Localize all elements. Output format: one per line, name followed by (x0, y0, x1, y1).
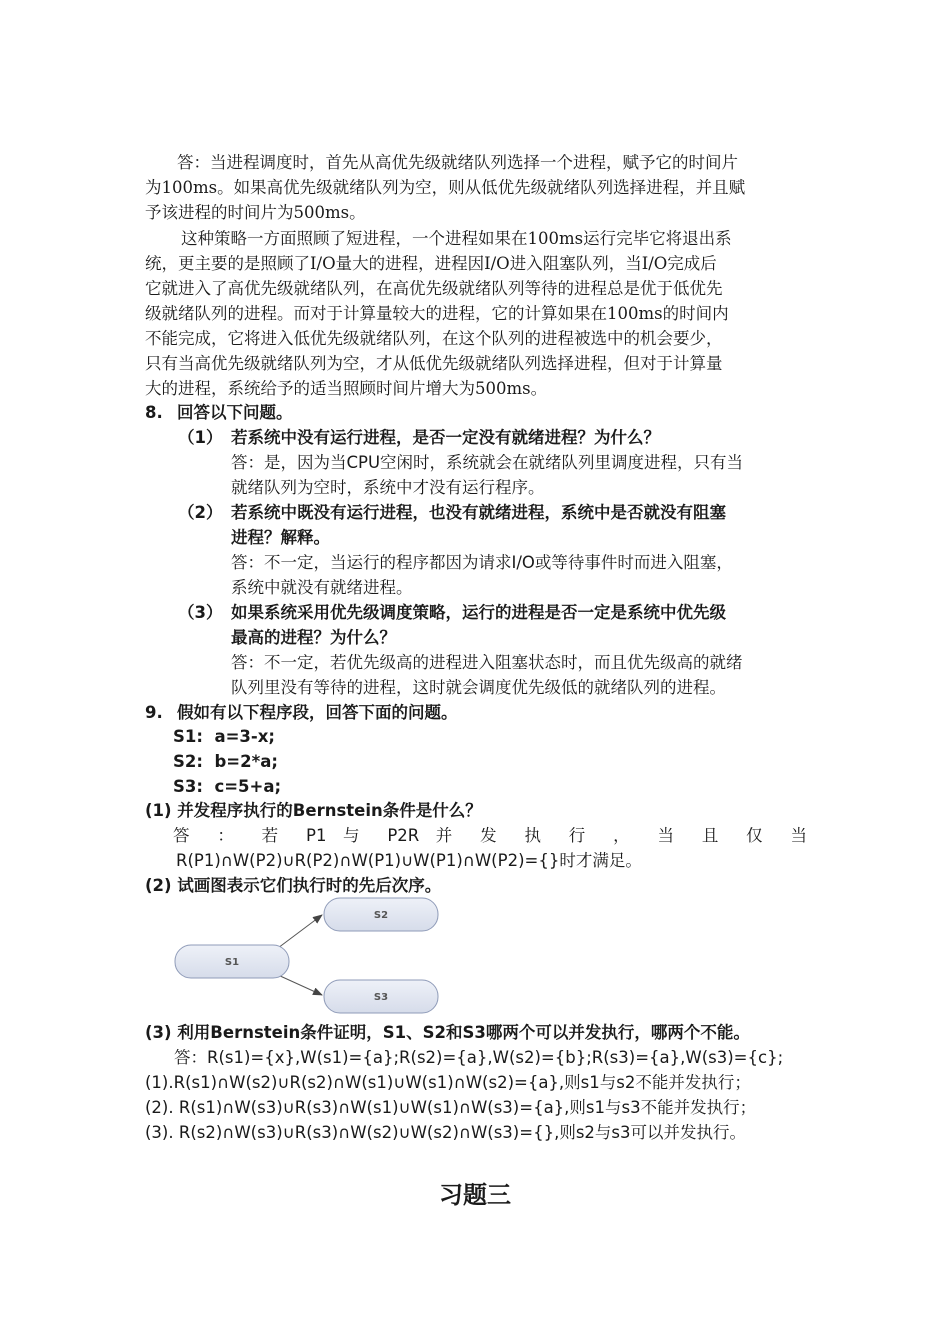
q7-answer-line: 大的进程，系统给予的适当照顾时间片增大为500ms。 (145, 379, 548, 398)
edge-s1-s3 (278, 975, 322, 995)
q9-sub1-answer: R(P1)∩W(P2)∪R(P2)∩W(P1)∪W(P1)∩W(P2)={}时才满足。 (176, 851, 642, 870)
q7-answer-line: 答：当进程调度时，首先从高优先级就绪队列选择一个进程，赋予它的时间片 (177, 153, 738, 172)
q7-answer-line: 为100ms。如果高优先级就绪队列为空，则从低优先级就绪队列选择进程，并且赋 (145, 178, 746, 197)
q9-sub1-answer: 答 ： 若 P1 与 P2R 并 发 执 行 ， 当 且 仅 当 (173, 826, 807, 845)
node-s3-label: S3 (373, 992, 389, 1003)
q8-item-label: （1） (178, 428, 223, 447)
q9-sub3-answer: 答：R(s1)={x},W(s1)={a};R(s2)={a},W(s2)={b};R(s3)={a},W(s3)={c}; (174, 1048, 784, 1067)
node-s3 (324, 980, 438, 1013)
q8-item-question: 进程？解释。 (231, 528, 330, 547)
q8-item-answer: 系统中就没有就绪进程。 (231, 578, 413, 597)
section-heading: 习题三 (439, 1181, 511, 1209)
q7-answer-line: 统，更主要的是照顾了I/O量大的进程，进程因I/O进入阻塞队列，当I/O完成后 (145, 254, 717, 273)
q9-number: 9. (145, 703, 163, 722)
q8-number: 8. (145, 403, 163, 422)
code-line: S1: a=3-x; (173, 727, 275, 746)
code-line: S3: c=5+a; (173, 777, 282, 796)
q7-answer-line: 不能完成，它将进入低优先级就绪队列，在这个队列的进程被选中的机会要少， (145, 329, 723, 348)
q8-item-label: （2） (178, 503, 223, 522)
q8-item-answer: 答：是，因为当CPU空闲时，系统就会在就绪队列里调度进程，只有当 (231, 453, 744, 472)
q8-item-question: 若系统中既没有运行进程，也没有就绪进程，系统中是否就没有阻塞 (231, 503, 726, 522)
q8-item-label: （3） (178, 603, 223, 622)
q9-sub1-question: (1) 并发程序执行的Bernstein条件是什么？ (145, 801, 482, 820)
node-s1 (175, 945, 289, 978)
edge-s1-s2 (278, 915, 322, 948)
q8-item-answer: 答：不一定，当运行的程序都因为请求I/O或等待事件时而进入阻塞， (231, 553, 733, 572)
q8-item-answer: 答：不一定，若优先级高的进程进入阻塞状态时，而且优先级高的就绪 (231, 653, 743, 672)
q7-answer-line: 只有当高优先级就绪队列为空，才从低优先级就绪队列选择进程，但对于计算量 (145, 354, 723, 373)
q9-sub3-answer: (2). R(s1)∩W(s3)∪R(s3)∩W(s1)∪W(s1)∩W(s3)={a},则s1与s3不能并发执行； (145, 1098, 757, 1117)
q7-answer-line: 这种策略一方面照顾了短进程，一个进程如果在100ms运行完毕它将退出系 (181, 229, 732, 248)
q7-answer-line: 予该进程的时间片为500ms。 (145, 203, 366, 222)
code-line: S2: b=2*a; (173, 752, 278, 771)
precedence-diagram (170, 895, 450, 1020)
q9-sub2-question: (2) 试画图表示它们执行时的先后次序。 (145, 876, 442, 895)
q9-title: 假如有以下程序段，回答下面的问题。 (177, 703, 458, 722)
node-s2-label: S2 (373, 910, 389, 921)
q8-item-answer: 队列里没有等待的进程，这时就会调度优先级低的就绪队列的进程。 (231, 678, 726, 697)
q8-item-question: 最高的进程？为什么？ (231, 628, 396, 647)
q9-sub3-question: (3) 利用Bernstein条件证明，S1、S2和S3哪两个可以并发执行，哪两个不能。 (145, 1023, 750, 1042)
node-s1-label: S1 (224, 957, 240, 968)
node-s2 (324, 898, 438, 931)
q8-item-answer: 就绪队列为空时，系统中才没有运行程序。 (231, 478, 545, 497)
q9-sub3-answer: (3). R(s2)∩W(s3)∪R(s3)∩W(s2)∪W(s2)∩W(s3)={},则s2与s3可以并发执行。 (145, 1123, 747, 1142)
q7-answer-line: 它就进入了高优先级就绪队列，在高优先级就绪队列等待的进程总是优于低优先 (145, 279, 723, 298)
q8-item-question: 如果系统采用优先级调度策略，运行的进程是否一定是系统中优先级 (231, 603, 726, 622)
q7-answer-line: 级就绪队列的进程。而对于计算量较大的进程，它的计算如果在100ms的时间内 (145, 304, 729, 323)
q8-item-question: 若系统中没有运行进程，是否一定没有就绪进程？为什么？ (231, 428, 660, 447)
q9-sub3-answer: (1).R(s1)∩W(s2)∪R(s2)∩W(s1)∪W(s1)∩W(s2)={a},则s1与s2不能并发执行； (145, 1073, 751, 1092)
q8-title: 回答以下问题。 (177, 403, 293, 422)
